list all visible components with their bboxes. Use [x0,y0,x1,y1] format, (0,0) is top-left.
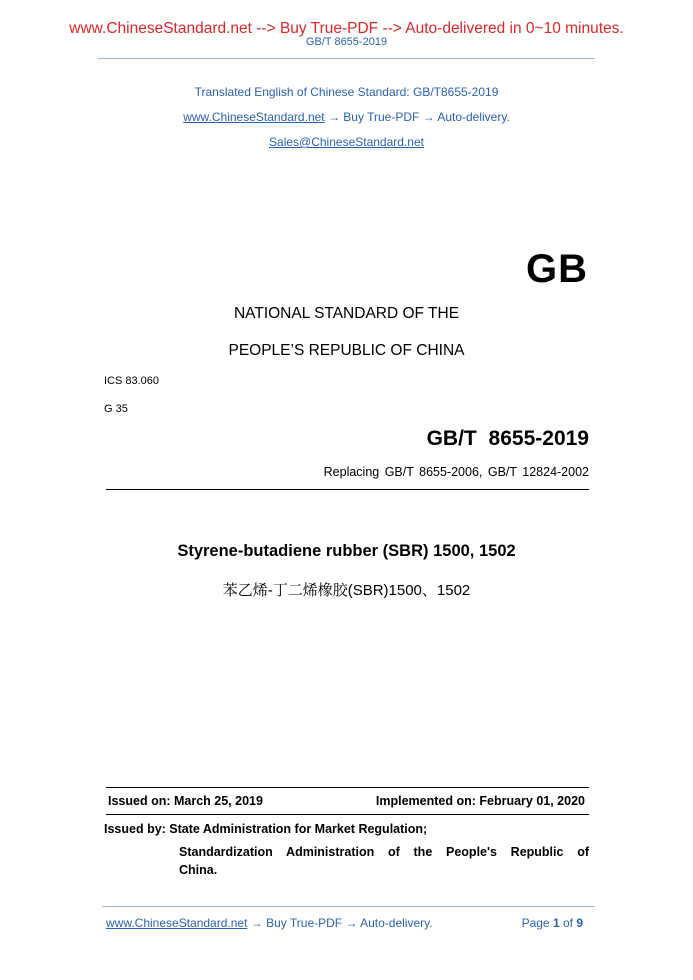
title-english: Styrene-butadiene rubber (SBR) 1500, 1502 [177,542,516,560]
footer-delivery-text: → Buy True-PDF → Auto-delivery. [247,916,433,930]
issuer-second-cont: China. [179,863,218,877]
page-indicator [522,916,583,930]
footer-site-link[interactable]: www.ChineseStandard.net [106,916,248,930]
replacing-standards: Replacing GB/T 8655-2006, GB/T 12824-2002 [323,465,589,479]
header-divider [98,58,595,59]
email-line [0,135,693,149]
ics-code: ICS 83.060 [104,375,160,387]
implemented-on-date: Implemented on: February 01, 2020 [375,794,585,808]
issued-on-date: Issued on: March 25, 2019 [108,794,263,808]
page-header-code: GB/T 8655-2019 [305,36,388,48]
issued-by: Issued by: State Administration for Market Regulation; [104,822,428,836]
page-label: Page [521,916,553,930]
purchase-line [0,110,693,124]
issuer-second: Standardization Administration of the People's Republic of [179,845,589,859]
footer-purchase-line [106,916,433,930]
title-divider [106,489,589,490]
national-standard-line1: NATIONAL STANDARD OF THE [233,305,460,322]
national-standard-line2: PEOPLE’S REPUBLIC OF CHINA [228,342,465,359]
page-of: of [559,916,577,930]
title-chinese: 苯乙烯-丁二烯橡胶(SBR)1500、1502 [222,582,471,599]
dates-bottom-divider [106,814,589,815]
gb-logo: GB [526,247,588,291]
ccs-code: G 35 [104,403,128,415]
page-total: 9 [576,916,583,930]
standard-number: GB/T 8655-2019 [426,427,589,450]
dates-top-divider [106,787,589,788]
promo-banner[interactable]: www.ChineseStandard.net --> Buy True-PDF --> Auto-delivered in 0~10 minutes. [69,20,624,37]
footer-divider [102,906,595,907]
delivery-text: → Buy True-PDF → Auto-delivery. [324,110,510,124]
page-current: 1 [552,916,560,930]
translation-notice: Translated English of Chinese Standard: GB/T8655-2019 [194,85,499,99]
site-link[interactable]: www.ChineseStandard.net [183,110,325,124]
sales-email-link[interactable]: Sales@ChineseStandard.net [269,135,424,149]
